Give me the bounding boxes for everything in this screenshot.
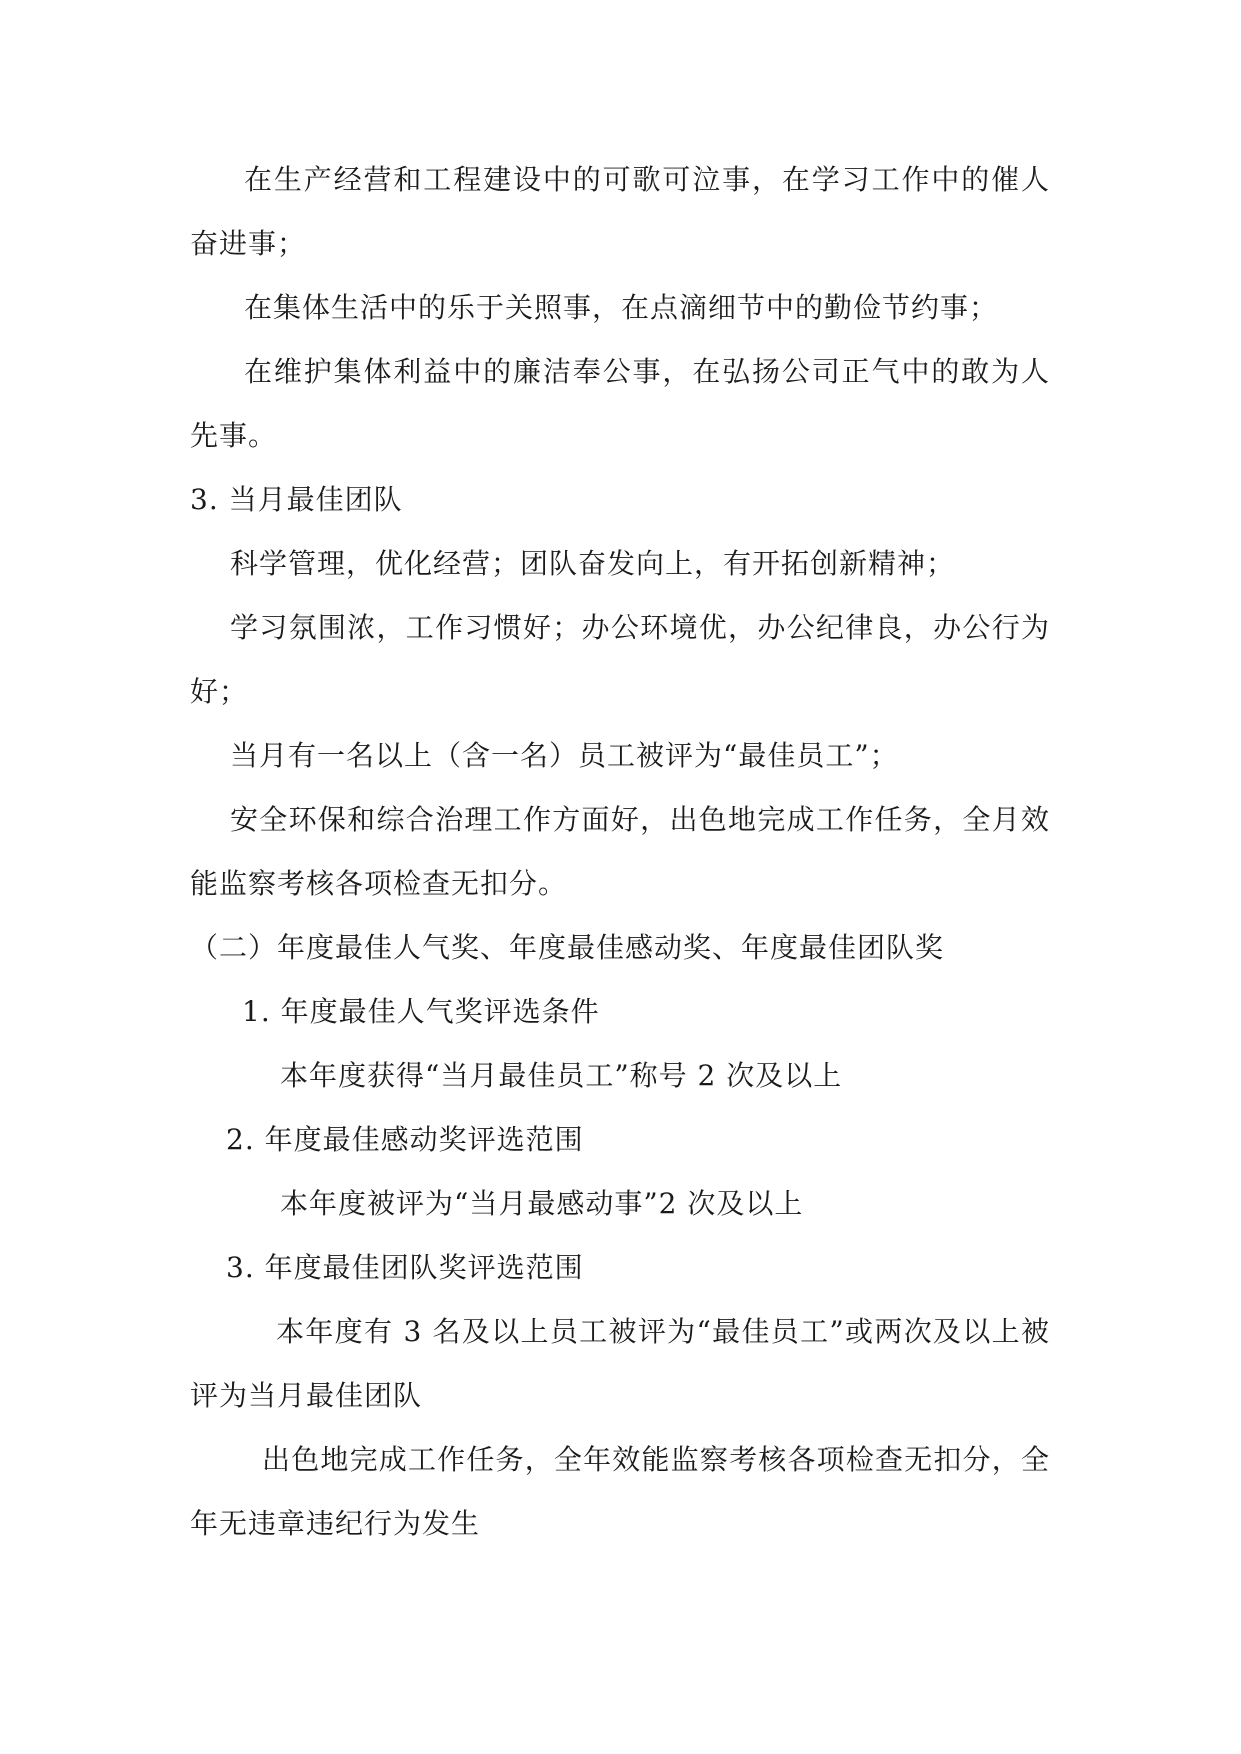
paragraph-team-safety: 安全环保和综合治理工作方面好，出色地完成工作任务，全月效能监察考核各项检查无扣分。 xyxy=(190,803,1050,900)
paragraph-popularity-criteria: 本年度获得“当月最佳员工”称号 2 次及以上 xyxy=(280,1059,843,1092)
paragraph-team-award-tasks: 出色地完成工作任务，全年效能监察考核各项检查无扣分，全年无违章违纪行为发生 xyxy=(190,1443,1050,1540)
paragraph-production-deeds: 在生产经营和工程建设中的可歌可泣事，在学习工作中的催人奋进事； xyxy=(190,163,1050,260)
heading-annual-touching-award: 2. 年度最佳感动奖评选范围 xyxy=(226,1123,584,1156)
paragraph-team-award-criteria: 本年度有 3 名及以上员工被评为“最佳员工”或两次及以上被评为当月最佳团队 xyxy=(190,1315,1050,1412)
heading-annual-team-award: 3. 年度最佳团队奖评选范围 xyxy=(226,1251,584,1284)
paragraph-collective-interest-deeds: 在维护集体利益中的廉洁奉公事，在弘扬公司正气中的敢为人先事。 xyxy=(190,355,1050,452)
paragraph-collective-life-deeds: 在集体生活中的乐于关照事，在点滴细节中的勤俭节约事； xyxy=(244,291,999,324)
paragraph-team-atmosphere: 学习氛围浓，工作习惯好；办公环境优，办公纪律良，办公行为好； xyxy=(190,611,1050,708)
paragraph-team-best-employee: 当月有一名以上（含一名）员工被评为“最佳员工”； xyxy=(230,739,899,772)
heading-monthly-best-team: 3. 当月最佳团队 xyxy=(190,483,403,516)
paragraph-touching-criteria: 本年度被评为“当月最感动事”2 次及以上 xyxy=(280,1187,804,1220)
heading-annual-awards: （二）年度最佳人气奖、年度最佳感动奖、年度最佳团队奖 xyxy=(190,931,945,964)
heading-annual-popularity-award: 1. 年度最佳人气奖评选条件 xyxy=(242,995,600,1028)
paragraph-team-management: 科学管理，优化经营；团队奋发向上，有开拓创新精神； xyxy=(230,547,956,580)
